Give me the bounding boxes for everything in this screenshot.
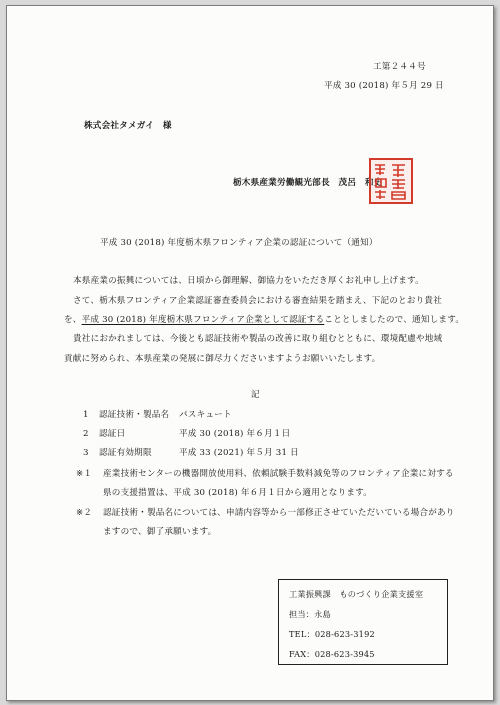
- sender-name: 栃木県産業労働観光部長 茂呂 和史: [233, 178, 383, 188]
- contact-box: [278, 579, 448, 665]
- body-line-5: 貢献に努められ、本県産業の発展に御尽力くださいますようお願いいたします。: [64, 354, 381, 364]
- subject-line: 平成 30 (2018) 年度栃木県フロンティア企業の認証について（通知）: [100, 238, 378, 248]
- note-1-line-2: 県の支援措置は、平成 30 (2018) 年６月１日から適用となります。: [103, 488, 373, 498]
- document-page: [6, 5, 494, 701]
- item-2-label: 認証日: [99, 429, 126, 439]
- item-3-label: 認証有効期限: [99, 448, 152, 458]
- note-1-line-1: 産業技術センターの機器開放使用料、依頼試験手数料減免等のフロンティア企業に対する: [103, 469, 454, 479]
- certification-statement: 平成 30 (2018) 年度栃木県フロンティア企業として認証する: [81, 315, 325, 325]
- item-1-number: 1: [83, 410, 89, 420]
- contact-department: 工業振興課 ものづくり企業支援室: [289, 589, 424, 599]
- item-3-value: 平成 33 (2021) 年５月 31 日: [179, 448, 299, 458]
- body-line-2: さて、栃木県フロンティア企業認証審査委員会における審査結果を踏まえ、下記のとおり貴社: [73, 296, 442, 306]
- item-1-label: 認証技術・製品名: [99, 410, 170, 420]
- item-2-value: 平成 30 (2018) 年６月１日: [179, 429, 291, 439]
- body-line-3: [64, 315, 464, 326]
- item-3-number: 3: [83, 448, 89, 458]
- body-line-1: 本県産業の振興については、日頃から御理解、御協力をいただき厚くお礼申し上げます。: [73, 276, 424, 286]
- note-2-line-2: ますので、御了承願います。: [103, 527, 217, 537]
- body-line-4: 貴社におかれましては、今後とも認証技術や製品の改善に取り組むとともに、環境配慮や地域: [73, 334, 443, 344]
- note-2-mark: ※２: [76, 508, 93, 518]
- seal-pattern-icon: [371, 160, 411, 202]
- document-number: 工第２４４号: [373, 62, 426, 72]
- body-line-3-suffix: こととしましたので、通知します。: [324, 315, 465, 325]
- ki-heading: 記: [251, 390, 260, 400]
- note-2-line-1: 認証技術・製品名については、申請内容等から一部修正させていただいている場合があり: [103, 508, 455, 518]
- document-date: 平成 30 (2018) 年５月 29 日: [324, 81, 444, 91]
- recipient-name: 株式会社タメガイ 様: [84, 121, 172, 131]
- contact-person: 担当：永島: [289, 609, 331, 619]
- item-2-number: 2: [83, 429, 89, 439]
- note-1-mark: ※１: [76, 469, 93, 479]
- official-seal-stamp: [369, 158, 413, 204]
- item-1-value: パスキュート: [179, 410, 232, 420]
- contact-fax: FAX：028-623-3945: [289, 649, 375, 659]
- body-line-3-prefix: を、: [64, 315, 82, 325]
- contact-tel: TEL：028-623-3192: [289, 629, 375, 639]
